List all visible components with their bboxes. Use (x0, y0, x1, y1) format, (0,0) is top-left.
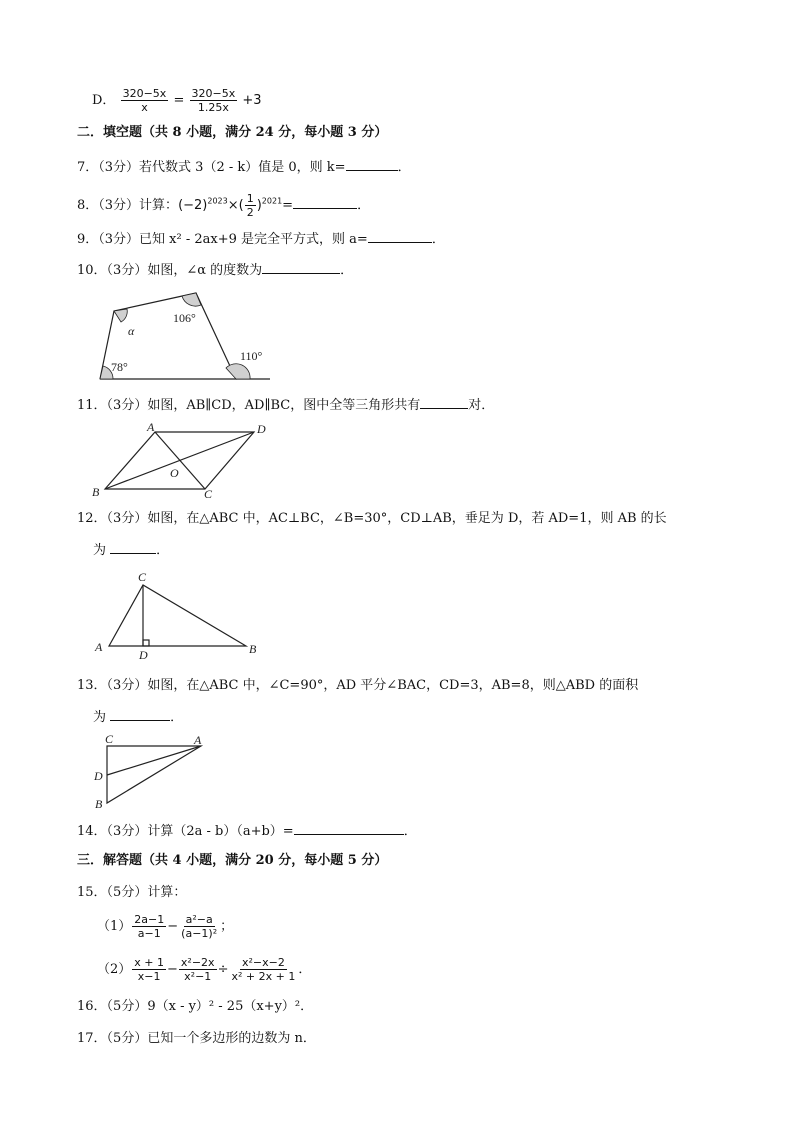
question-16 (77, 998, 313, 1016)
question-8: 8．（3分）计算：$(-2)^{2023}\times$( $\frac{1}{2}$ )$^{2021}$= ． (77, 192, 371, 219)
denominator: 1.25x (197, 101, 229, 114)
question-text: 如图，在△ABC 中，AC⊥BC，∠B=30°，CD⊥AB，垂足为 D，若 AD=1，则 AB 的长 (147, 511, 667, 526)
angle-mark (226, 364, 250, 379)
question-text: 计算： (139, 198, 179, 213)
question-13-line-2: 为 ． (93, 707, 183, 727)
question-number: 8．（3分） (77, 198, 140, 213)
point-label-b: B (249, 642, 257, 656)
point-label-a: A (194, 733, 202, 747)
base: (−2) (178, 198, 208, 213)
question-number: 10．（3分） (77, 263, 148, 278)
question-15-part-1 (97, 913, 233, 940)
part-label: （2） (97, 962, 132, 977)
answer-blank[interactable] (420, 395, 468, 409)
question-text-end: 对． (468, 398, 495, 413)
question-text: 为 (93, 710, 107, 725)
question-text: 9（x - y）² - 25（x+y）²． (147, 999, 314, 1014)
exponent: 2021 (261, 196, 283, 206)
point-label-a: A (147, 420, 155, 434)
answer-blank[interactable] (294, 821, 404, 835)
denominator: 2 (246, 206, 254, 219)
point-label-b: B (95, 797, 103, 811)
question-text: 计算（2a - b）（a+b）= (147, 824, 294, 839)
question-text: 为 (93, 543, 107, 558)
point-label-b: B (92, 485, 100, 499)
angle-label-78: 78° (111, 360, 128, 374)
triangle-figure (109, 585, 246, 646)
point-label-d: D (94, 769, 103, 783)
denominator: x (141, 101, 148, 114)
minus-sign: − (167, 919, 179, 934)
fraction (132, 956, 166, 983)
point-label-a: A (95, 640, 103, 654)
question-number: 11．（3分） (77, 398, 148, 413)
question-number: 12．（3分） (77, 511, 148, 526)
question-text: 如图，AB∥CD，AD∥BC，图中全等三角形共有 (147, 398, 421, 413)
point-label-d: D (257, 422, 266, 436)
question-text: 已知一个多边形的边数为 n． (147, 1031, 316, 1046)
denominator: x−1 (137, 970, 161, 983)
point-label-c: C (138, 570, 147, 584)
question-number: 9．（3分） (77, 232, 140, 247)
question-12 (77, 510, 667, 528)
equals-sign: = (282, 198, 294, 213)
question-text: 计算： (147, 885, 187, 900)
question-12-line-2: 为 ． (93, 540, 169, 560)
numerator: a²−a (185, 913, 213, 926)
denominator: x² + 2x + 1 (231, 970, 296, 983)
punctuation: ； (220, 919, 234, 934)
question-15-part-2 (97, 956, 311, 983)
point-label-c: C (204, 487, 213, 501)
point-label-c: C (105, 732, 114, 746)
triangle-figure (107, 746, 201, 803)
numerator: 2a−1 (134, 913, 165, 926)
part-label: （1） (97, 919, 132, 934)
question-14: 14．（3分）计算（2a - b）（a+b）= ． (77, 821, 417, 841)
numerator: 320−5x (191, 87, 236, 100)
question-9: 9．（3分）已知 x² - 2ax+9 是完全平方式，则 a= ． (77, 229, 445, 249)
question-text: 如图，在△ABC 中，∠C=90°，AD 平分∠BAC，CD=3，AB=8，则△ABD 的面积 (147, 678, 639, 693)
section-heading: 二．填空题（共 8 小题，满分 24 分，每小题 3 分） (77, 125, 388, 140)
angle-mark (114, 309, 127, 322)
denominator: a−1 (137, 927, 161, 940)
numerator: 320−5x (122, 87, 167, 100)
numerator: x + 1 (134, 956, 164, 969)
fraction (132, 913, 166, 940)
numerator: 1 (246, 192, 254, 205)
numerator: x²−2x (180, 956, 215, 969)
question-number: 17．（5分） (77, 1031, 148, 1046)
question-number: 15．（5分） (77, 885, 148, 900)
question-text: 已知 x² - 2ax+9 是完全平方式，则 a= (139, 232, 368, 247)
parallelogram-figure (105, 432, 254, 489)
question-number: 16．（5分） (77, 999, 148, 1014)
fraction (179, 913, 219, 940)
question-17 (77, 1030, 316, 1048)
question-10: 10．（3分）如图，∠α 的度数为 ． (77, 260, 353, 280)
question-number: 7．（3分） (77, 160, 140, 175)
angle-label-alpha: α (128, 324, 135, 338)
plus-three: +3 (242, 93, 262, 108)
question-11 (77, 395, 494, 415)
question-13 (77, 677, 638, 695)
question-text: 若代数式 3（2 - k）值是 0，则 k= (139, 160, 346, 175)
fraction (229, 956, 297, 983)
angle-label-110: 110° (240, 349, 263, 363)
minus-sign: − (167, 962, 178, 977)
question-number: 14．（3分） (77, 824, 148, 839)
punctuation: ． (298, 962, 312, 977)
denominator: (a−1)² (181, 927, 218, 940)
divide-sign: ÷ (217, 962, 229, 977)
exponent: 2023 (207, 196, 228, 206)
equals-sign: = (173, 93, 185, 108)
option-d-label: D． (92, 93, 116, 108)
answer-blank[interactable] (110, 540, 156, 554)
question-number: 13．（3分） (77, 678, 148, 693)
answer-blank[interactable] (110, 707, 170, 721)
question-text: 如图，∠α 的度数为 (147, 263, 263, 278)
question-7: 7．（3分）若代数式 3（2 - k）值是 0，则 k= ． (77, 157, 411, 177)
angle-label-106: 106° (173, 311, 196, 325)
point-label-d: D (139, 648, 148, 662)
numerator: x²−x−2 (241, 956, 285, 969)
question-15 (77, 884, 186, 902)
section-heading: 三．解答题（共 4 小题，满分 20 分，每小题 5 分） (77, 853, 388, 868)
point-label-o: O (170, 466, 179, 480)
times-sign: × (227, 198, 239, 213)
fraction (179, 956, 217, 983)
denominator: x²−1 (184, 970, 212, 983)
